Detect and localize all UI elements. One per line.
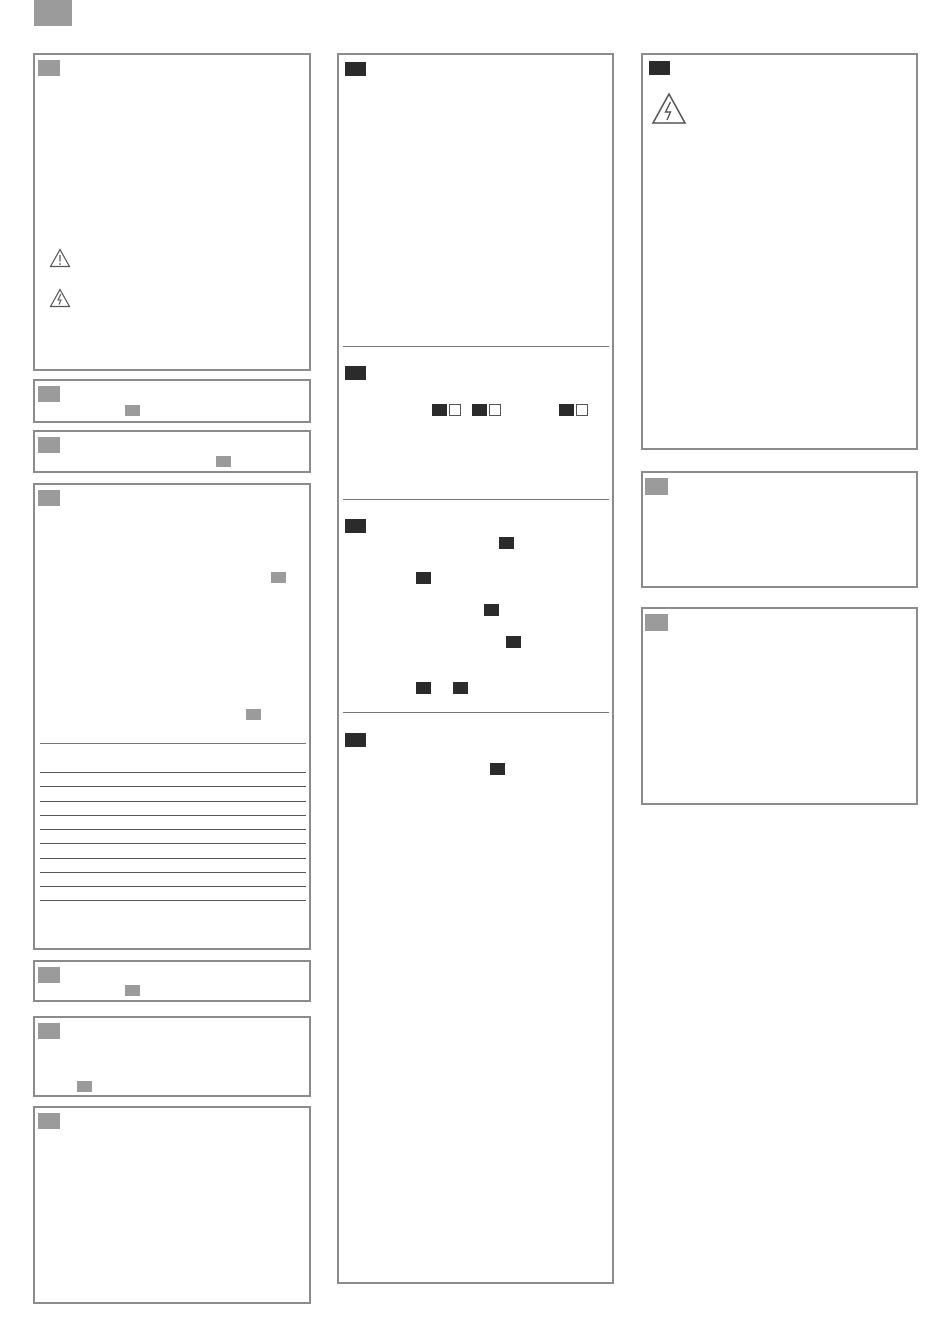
table-rule <box>40 886 306 887</box>
section-box <box>33 483 311 950</box>
table-header-rule <box>40 743 306 744</box>
section-tag <box>345 519 366 533</box>
reference-tag <box>125 985 140 996</box>
section-box <box>33 960 311 1002</box>
reference-tag <box>416 572 431 584</box>
section-box <box>641 53 918 450</box>
section-tag <box>645 478 668 495</box>
section-tag <box>38 1023 60 1039</box>
table-rule <box>40 801 306 802</box>
section-box <box>641 607 918 805</box>
reference-tag <box>246 709 261 720</box>
electric-hazard-icon <box>49 288 71 308</box>
reference-tag <box>453 682 468 694</box>
table-rule <box>40 858 306 859</box>
reference-tag <box>216 456 231 467</box>
warning-exclamation-icon <box>49 248 71 268</box>
reference-tag <box>77 1081 92 1092</box>
reference-box <box>449 404 461 416</box>
reference-tag <box>125 405 140 416</box>
table-rule <box>40 786 306 787</box>
table-rule <box>40 872 306 873</box>
section-tag <box>345 366 366 380</box>
table-rule <box>40 829 306 830</box>
reference-tag <box>432 404 447 416</box>
section-tag <box>345 733 366 747</box>
section-tag <box>38 437 60 453</box>
reference-tag <box>416 682 431 694</box>
section-box <box>33 53 311 371</box>
reference-tag <box>506 636 521 648</box>
section-box <box>33 1106 311 1304</box>
section-tag <box>38 60 60 76</box>
section-tag <box>345 62 366 76</box>
reference-tag <box>472 404 487 416</box>
table-rule <box>40 815 306 816</box>
table-rule <box>40 900 306 901</box>
section-tag <box>38 386 60 402</box>
section-box <box>33 1016 311 1097</box>
section-divider <box>343 499 609 500</box>
page-corner-tab <box>34 0 72 26</box>
reference-tag <box>499 537 514 549</box>
section-box <box>33 379 311 423</box>
reference-tag <box>484 604 499 616</box>
section-box <box>33 430 311 473</box>
section-tag <box>649 61 670 75</box>
reference-tag <box>559 404 574 416</box>
reference-box <box>576 404 588 416</box>
section-divider <box>343 712 609 713</box>
reference-box <box>489 404 501 416</box>
section-box <box>337 53 614 1284</box>
section-divider <box>343 346 609 347</box>
reference-tag <box>271 572 286 583</box>
section-tag <box>38 1113 60 1129</box>
section-box <box>641 471 918 588</box>
reference-tag <box>490 763 505 775</box>
section-tag <box>645 614 668 631</box>
section-tag <box>38 967 60 983</box>
table-rule <box>40 843 306 844</box>
section-tag <box>38 490 60 506</box>
electric-hazard-icon <box>651 92 687 125</box>
table-rule <box>40 772 306 773</box>
